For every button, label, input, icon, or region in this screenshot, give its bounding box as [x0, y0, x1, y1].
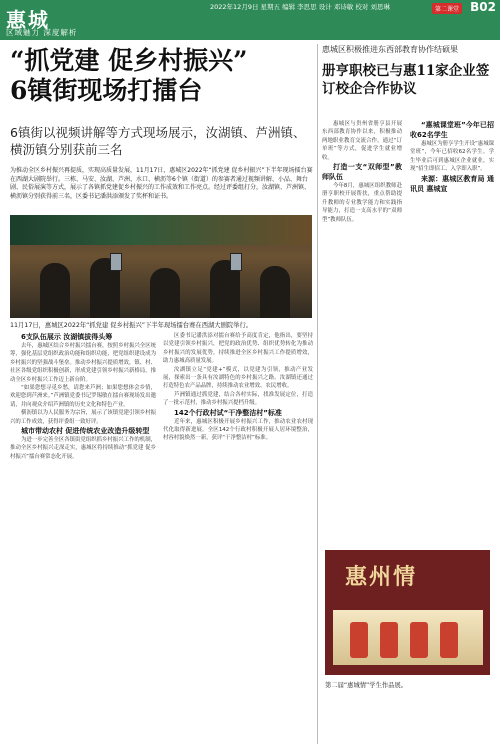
section-brand: 惠城 — [6, 8, 50, 32]
lead-paragraph: 为推动全区乡村振兴再提质，实现高质量发展，11月17日，惠城区2022年“抓党建 促乡村振兴”下半年现场擂台赛在西湖大剧院举行。三栋、马安、汝湖、芦洲、水口、横沥等6个镇（街道）的参赛者通过视频讲解、小品、舞台剧、民俗展演等方式，展示了各镇抓党建促乡村振兴的工作成效和工作亮点。经过评委组打分，汝湖镇、芦洲镇、横沥镇分别获得前三名，区委书记潘洪添颁发了奖杯和证书。 — [10, 167, 313, 200]
paragraph: 去年，惠城区结合乡村振兴擂台赛，按照乡村振兴全区统筹，强化基层党组织政治功能和组织功能，把党组织建设成为乡村振兴的坚强战斗堡垒。推动乡村振兴提质增效，镇、村、社区各级党组织积极创新，形成党建引领乡村振兴新格局，推动全区乡村振兴工作迈上新台阶。 — [10, 343, 156, 383]
headline-line-1: “抓党建 促乡村振兴” — [10, 46, 248, 75]
column-divider — [317, 44, 318, 744]
paragraph: 横沥镇以为人民服务为宗旨，展示了该镇党建引领乡村振兴的工作成效，获得评委组一致好评。 — [10, 410, 156, 425]
jar-icon — [380, 622, 398, 658]
paragraph: 区委书记潘洪添对擂台赛给予高度肯定，他指出，要坚持以党建引领乡村振兴，把党的政治优势、组织优势转化为推动乡村振兴的发展优势，持续推进全区乡村振兴工作提质增效，助力惠城高质量发展。 — [163, 333, 313, 365]
paragraph: 惠城区与贵州省册亨县开展东西部教育协作以来，积极推动两地职业教育交流合作，通过“订单班”等方式，促进学生就业增收。 — [322, 121, 402, 161]
paragraph: 为进一步完善全区各镇街党组织抓乡村振兴工作的机制，推动全区乡村振兴走深走实，惠城区将持续推动“抓党建 促乡村振兴”擂台赛常态化开展。 — [10, 437, 156, 460]
byline: 来源：惠城区教育局 通讯员 惠城宣 — [410, 174, 494, 193]
exhibition-caption: 第二届“惠城情”学生作品展。 — [325, 682, 408, 689]
article-column-1 — [10, 332, 156, 461]
paragraph: 近年来，惠城区积极开展乡村振兴工作，推动农业农村现代化取得新进展。全区142个行政村积极开展人居环境整治，村容村貌焕然一新，获评“干净整洁村”标准。 — [163, 418, 313, 442]
event-photo — [10, 215, 312, 318]
page-number: B02 — [470, 0, 496, 14]
right-story-kicker: 惠城区积极推进东西部教育协作结硕果 — [322, 45, 458, 54]
paragraph: 汝湖镇立足“党建+”模式，以党建为引领，推动产业发展，探索出一条具有汝湖特色的乡村振兴之路。汝湖镇还通过打造特色农产品品牌，持续推动农业增效、农民增收。 — [163, 366, 313, 390]
paragraph: 惠城区为册亨学生开设“惠城课堂班”，今年已招收62名学生。学生毕业后可到惠城区企业就业，实现“招生即招工、入学即入职”。 — [410, 141, 494, 173]
stage-banner — [10, 215, 312, 245]
right-column-1 — [322, 120, 402, 224]
jar-icon — [350, 622, 368, 658]
masthead — [0, 0, 500, 40]
section-heading: 城市带动农村 促进传统农业改造升级转型 — [21, 427, 150, 436]
paragraph: 芦洲镇通过抓党建，结合各村实际，找准发展定位，打造了一批示范村，推动乡村振兴提档升级。 — [163, 391, 313, 407]
exhibition-photo — [325, 550, 490, 675]
paragraph: 今年8月，惠城区组织教师赴册亨职校开展帮扶，重点帮助提升教师的专业教学能力和实践指导能力，打造一支高水平的“双师型”教师队伍。 — [322, 183, 402, 223]
right-column-2 — [410, 120, 494, 194]
section-heading: “惠城课堂班”今年已招收62名学生 — [410, 121, 494, 139]
phone-icon — [110, 253, 122, 271]
subheadline: 6镇街以视频讲解等方式现场展示，汝湖镇、芦洲镇、横沥镇分别获前三名 — [10, 125, 306, 157]
issue-info: 2022年12月9日 星期五 编辑 李思思 设计 邓诗敏 校对 刘思琳 — [210, 3, 390, 11]
person-silhouette — [40, 263, 70, 318]
right-story-headline: 册亨职校已与惠11家企业签订校企合作协议 — [322, 63, 490, 97]
jar-icon — [410, 622, 428, 658]
photo-caption: 11月17日，惠城区2022年“抓党建 促乡村振兴”下半年现场擂台赛在西湖大剧院举行。 — [10, 322, 253, 329]
section-heading: 142个行政村试“干净整洁村”标准 — [174, 408, 282, 417]
section-heading: 打造一支“双师型”教师队伍 — [322, 163, 402, 182]
article-column-2 — [163, 332, 313, 443]
person-silhouette — [260, 266, 290, 318]
exhibition-sign: 惠州情 — [345, 564, 418, 590]
section-slogan: 区域魅力 深度解析 — [6, 28, 78, 37]
headline-line-2: 6镇街现场打擂台 — [10, 76, 203, 105]
section-heading: 6支队伍展示 汝湖镇拔得头筹 — [21, 333, 113, 341]
jar-icon — [440, 622, 458, 658]
paragraph: “如果您想寻觅乡愁，请您来芦洲；如果您想体会乡情，欢迎您到芦洲来。”芦洲镇党委书记罗锡敏在擂台赛现场发出邀请，并向观众介绍芦洲镇的历史文化和特色产业。 — [10, 385, 156, 408]
person-silhouette — [150, 268, 180, 318]
phone-icon — [230, 253, 242, 271]
edition-badge: 第二课堂 — [432, 3, 462, 14]
